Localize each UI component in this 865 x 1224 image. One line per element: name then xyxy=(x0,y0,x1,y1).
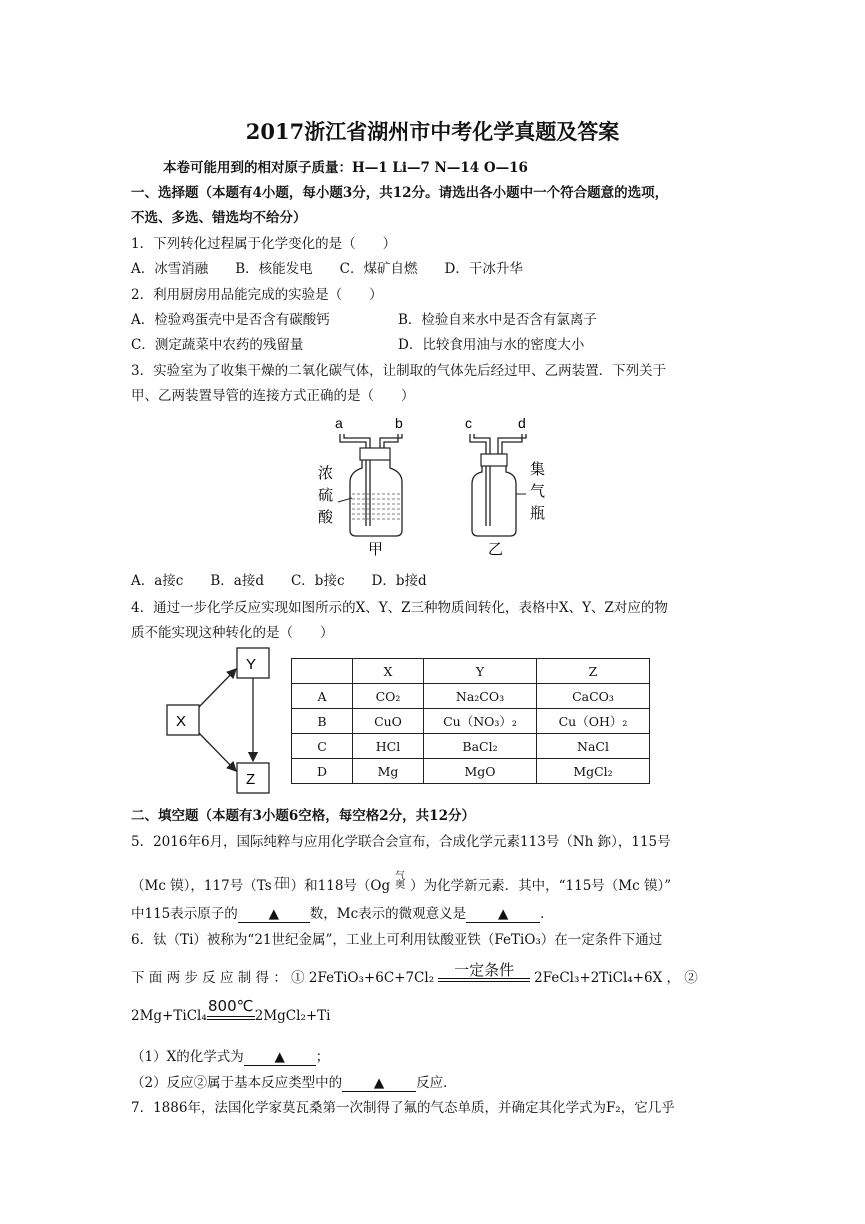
table-row xyxy=(292,709,650,734)
q2-option-c: C．测定蔬菜中农药的残留量 xyxy=(131,337,304,353)
cell-z: CaCO₃ xyxy=(537,684,650,709)
q2-option-b: B．检验自来水中是否含有氯离子 xyxy=(398,312,597,328)
cell-x: CO₂ xyxy=(353,684,424,709)
q6-part2: （2）反应②属于基本反应类型中的 ▲ 反应． xyxy=(131,1075,457,1091)
q5-line1: 5．2016年6月，国际纯粹与应用化学联合会宣布，合成化学元素113号（Nh 鉨），115号 xyxy=(131,834,671,850)
ts-element-glyph: 石田 xyxy=(273,875,286,893)
q1-options: A．冰雪消融 B．核能发电 C．煤矿自燃 D．干冰升华 xyxy=(131,261,523,277)
q2-stem: 2．利用厨房用品能完成的实验是（ ） xyxy=(131,287,383,303)
cell-x: CuO xyxy=(353,709,424,734)
q4-stem-cont: 质不能实现这种转化的是（ ） xyxy=(131,625,334,641)
label-d: d xyxy=(518,415,526,431)
q5-line3: 中115表示原子的 ▲ 数，Mc表示的微观意义是 ▲ ． xyxy=(131,906,554,922)
stopper-right xyxy=(481,454,507,466)
q4-options-table xyxy=(291,658,650,784)
section2-heading: 二、填空题（本题有3小题6空格，每空格2分，共12分） xyxy=(131,808,475,824)
reaction-condition-2: 800℃ xyxy=(207,1015,255,1020)
q4-conversion-diagram xyxy=(160,645,280,795)
q6-line2: 下 面 两 步 反 应 制 得 ： ① 2FeTiO₃+6C+7Cl₂ 一定条件 2FeCl₃+2TiCl₄+6X ， ② xyxy=(131,961,698,986)
left-label-1: 浓 xyxy=(318,464,334,482)
table-header-row xyxy=(292,659,650,684)
q3-stem: 3．实验室为了收集干燥的二氧化碳气体，让制取的气体先后经过甲、乙两装置．下列关于 xyxy=(131,363,667,379)
header-cell xyxy=(292,659,353,684)
og-element-glyph: 气奥 xyxy=(395,871,406,891)
diagram-y: Y xyxy=(246,656,257,673)
label-c: c xyxy=(465,415,472,431)
cell-y: BaCl₂ xyxy=(424,734,537,759)
acid-liquid xyxy=(352,494,400,519)
row-label: B xyxy=(292,709,353,734)
cell-x: Mg xyxy=(353,759,424,784)
cell-y: Cu（NO₃）₂ xyxy=(424,709,537,734)
stopper-left xyxy=(360,448,390,460)
label-b: b xyxy=(395,415,403,431)
cell-z: Cu（OH）₂ xyxy=(537,709,650,734)
left-label-2: 硫 xyxy=(318,486,334,504)
q2-option-d: D．比较食用油与水的密度大小 xyxy=(398,337,585,353)
left-label-3: 酸 xyxy=(318,508,334,526)
arrow-x-to-y xyxy=(199,669,236,707)
header-z: Z xyxy=(537,659,650,684)
atomic-mass-note: 本卷可能用到的相对原子质量：H—1 Li—7 N—14 O—16 xyxy=(163,160,528,176)
q6-line1: 6．钛（Ti）被称为“21世纪金属”，工业上可利用钛酸亚铁（FeTiO₃）在一定条件下通过 xyxy=(131,932,663,948)
page-title: 2017浙江省湖州市中考化学真题及答案 xyxy=(245,119,620,144)
label-a: a xyxy=(335,415,343,431)
q6-blank-2[interactable]: ▲ xyxy=(342,1076,416,1092)
diagram-z: Z xyxy=(246,771,256,788)
q5-blank-1[interactable]: ▲ xyxy=(238,907,310,923)
q3-options: A．a接c B．a接d C．b接c D．b接d xyxy=(131,573,427,589)
q6-line3: 2Mg+TiCl₄ 800℃ 2MgCl₂+Ti xyxy=(131,997,331,1024)
row-label: D xyxy=(292,759,353,784)
table-row xyxy=(292,684,650,709)
cell-y: MgO xyxy=(424,759,537,784)
cell-x: HCl xyxy=(353,734,424,759)
arrow-x-to-z xyxy=(199,733,236,771)
q7-line1: 7．1886年，法国化学家莫瓦桑第一次制得了氟的气态单质，并确定其化学式为F₂，它几乎 xyxy=(131,1100,675,1116)
reaction-condition-1: 一定条件 xyxy=(438,977,530,982)
row-label: C xyxy=(292,734,353,759)
q5-line2: （Mc 镆），117号（Ts 石田 ）和118号（Og气奥 ）为化学新元素．其中，“115号（Mc 镆）” xyxy=(131,871,672,894)
right-label-1: 集 xyxy=(530,460,546,478)
label-yi: 乙 xyxy=(488,540,504,558)
header-x: X xyxy=(353,659,424,684)
header-y: Y xyxy=(424,659,537,684)
bottle-yi xyxy=(472,466,516,536)
q6-blank-1[interactable]: ▲ xyxy=(244,1050,316,1066)
q3-stem-cont: 甲、乙两装置导管的连接方式正确的是（ ） xyxy=(131,388,415,404)
cell-y: Na₂CO₃ xyxy=(424,684,537,709)
q1-stem: 1．下列转化过程属于化学变化的是（ ） xyxy=(131,236,397,252)
bottle-jia xyxy=(350,460,402,536)
row-label: A xyxy=(292,684,353,709)
section1-heading: 一、选择题（本题有4小题，每小题3分，共12分。请选出各小题中一个符合题意的选项， xyxy=(131,185,669,201)
label-jia: 甲 xyxy=(368,540,384,558)
q4-stem: 4．通过一步化学反应实现如图所示的X、Y、Z三种物质间转化，表格中X、Y、Z对应的物 xyxy=(131,600,668,616)
cell-z: NaCl xyxy=(537,734,650,759)
right-label-2: 气 xyxy=(530,482,546,500)
diagram-x: X xyxy=(176,713,187,730)
q3-apparatus-figure xyxy=(300,408,560,564)
cell-z: MgCl₂ xyxy=(537,759,650,784)
q6-part1: （1）X的化学式为 ▲ ； xyxy=(131,1049,330,1065)
section1-heading-cont: 不选、多选、错选均不给分） xyxy=(131,210,307,226)
q5-blank-2[interactable]: ▲ xyxy=(466,907,540,923)
table-row xyxy=(292,734,650,759)
table-row xyxy=(292,759,650,784)
q2-option-a: A．检验鸡蛋壳中是否含有碳酸钙 xyxy=(131,312,330,328)
right-label-3: 瓶 xyxy=(530,504,546,522)
